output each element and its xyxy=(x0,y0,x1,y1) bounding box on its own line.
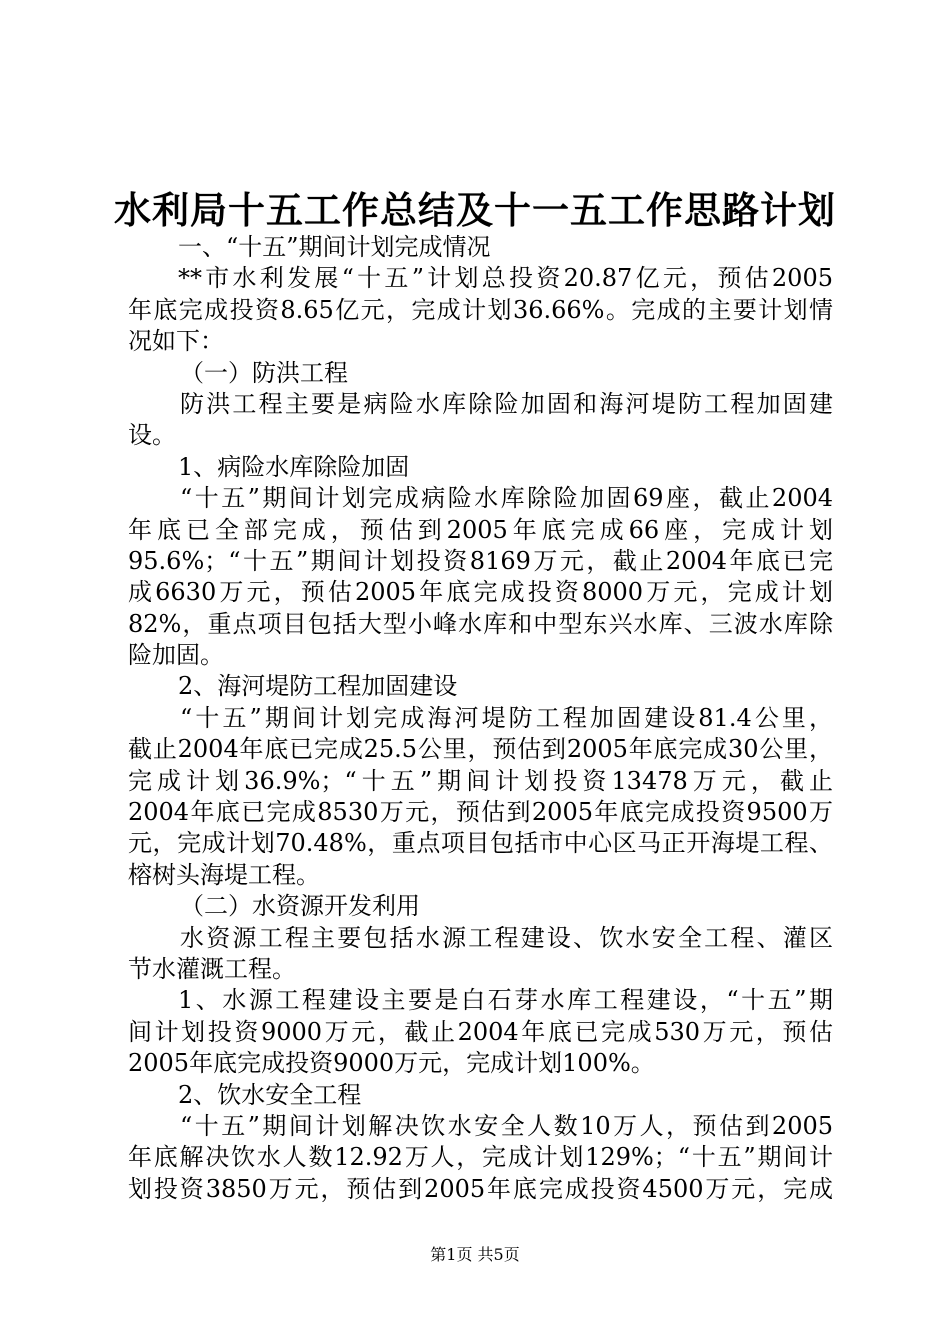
paragraph-line: “十五”期间计划完成病险水库除险加固69座，截止2004 xyxy=(180,484,833,513)
paragraph-line: 2005年底完成投资9000万元，完成计划100%。 xyxy=(128,1049,655,1078)
page-number: 第1页 共5页 xyxy=(430,1245,520,1264)
item-heading: 2、饮水安全工程 xyxy=(178,1080,362,1109)
paragraph-line: “十五”期间计划完成海河堤防工程加固建设81.4公里， xyxy=(180,703,833,732)
paragraph-line: 完成计划36.9%；“十五”期间计划投资13478万元，截止 xyxy=(128,766,833,795)
paragraph-line: 节水灌溉工程。 xyxy=(128,954,296,983)
paragraph-line: 防洪工程主要是病险水库除险加固和海河堤防工程加固建 xyxy=(180,389,833,418)
paragraph-line: 水资源工程主要包括水源工程建设、饮水安全工程、灌区 xyxy=(180,923,833,952)
paragraph-line: 设。 xyxy=(128,421,176,450)
paragraph-line: “十五”期间计划解决饮水安全人数10万人，预估到2005 xyxy=(180,1111,833,1140)
paragraph-line: 95.6%；“十五”期间计划投资8169万元，截止2004年底已完 xyxy=(128,546,833,575)
item-heading: 1、病险水库除险加固 xyxy=(178,452,410,481)
paragraph-line: 1、水源工程建设主要是白石芽水库工程建设，“十五”期 xyxy=(178,986,833,1015)
paragraph-line: 榕树头海堤工程。 xyxy=(128,860,320,889)
paragraph-line: 险加固。 xyxy=(128,641,224,670)
paragraph-line: 年底解决饮水人数12.92万人，完成计划129%；“十五”期间计 xyxy=(128,1143,833,1172)
paragraph-line: 划投资3850万元，预估到2005年底完成投资4500万元，完成 xyxy=(128,1174,833,1203)
paragraph-line: 成6630万元，预估2005年底完成投资8000万元，完成计划 xyxy=(128,578,833,607)
paragraph-line: 年底已全部完成，预估到2005年底完成66座，完成计划 xyxy=(128,515,833,544)
paragraph-line: 况如下： xyxy=(128,327,224,356)
paragraph-line: 截止2004年底已完成25.5公里，预估到2005年底完成30公里， xyxy=(128,735,833,764)
paragraph-line: 82%，重点项目包括大型小峰水库和中型东兴水库、三波水库除 xyxy=(128,609,833,638)
paragraph-line: **市水利发展“十五”计划总投资20.87亿元，预估2005 xyxy=(178,264,833,293)
item-heading: 2、海河堤防工程加固建设 xyxy=(178,672,458,701)
paragraph-line: 2004年底已完成8530万元，预估到2005年底完成投资9500万 xyxy=(128,798,833,827)
document-title: 水利局十五工作总结及十一五工作思路计划 xyxy=(114,188,836,232)
paragraph-line: 元，完成计划70.48%，重点项目包括市中心区马正开海堤工程、 xyxy=(128,829,833,858)
paragraph-line: 年底完成投资8.65亿元，完成计划36.66%。完成的主要计划情 xyxy=(128,295,833,324)
section-heading: 一、“十五”期间计划完成情况 xyxy=(178,233,491,261)
paragraph-line: 间计划投资9000万元，截止2004年底已完成530万元，预估 xyxy=(128,1017,833,1046)
subsection-heading: （一）防洪工程 xyxy=(180,358,348,387)
document-body xyxy=(128,232,833,1205)
subsection-heading: （二）水资源开发利用 xyxy=(180,892,420,921)
